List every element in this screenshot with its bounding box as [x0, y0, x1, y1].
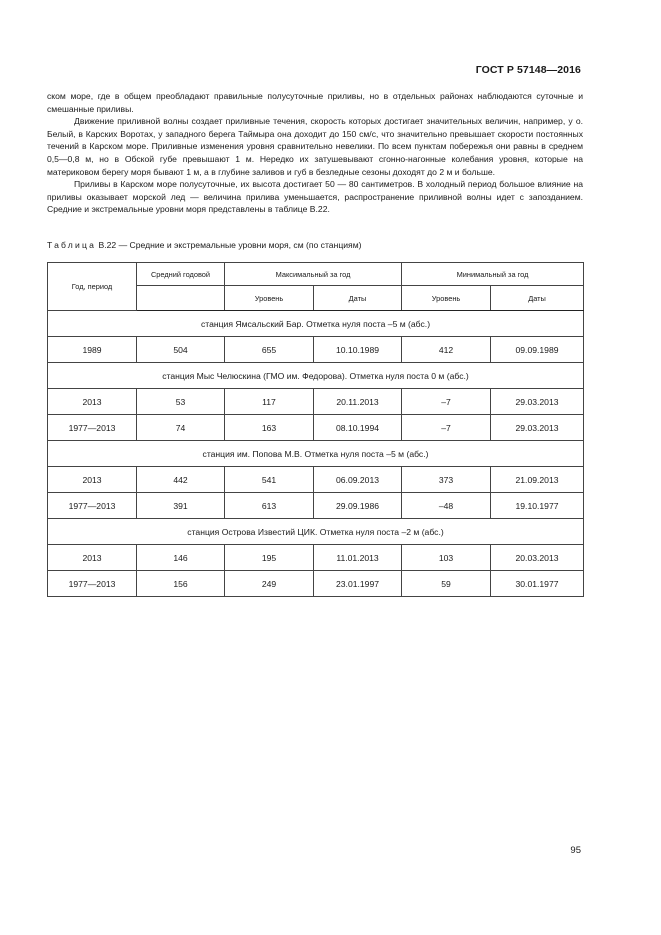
cell-mean: 146: [137, 545, 225, 571]
cell-period: 2013: [48, 545, 137, 571]
cell-max-level: 613: [225, 493, 314, 519]
cell-mean: 156: [137, 571, 225, 597]
header-max-dates: Даты: [314, 286, 402, 311]
cell-min-level: –7: [402, 389, 491, 415]
cell-mean: 53: [137, 389, 225, 415]
station-row: [48, 311, 584, 337]
table-caption-text: В.22 — Средние и экстремальные уровни моря, см (по станциям): [98, 240, 362, 250]
cell-mean: 442: [137, 467, 225, 493]
header-mean-sub: [137, 286, 225, 311]
cell-max-date: 20.11.2013: [314, 389, 402, 415]
page-number: 95: [570, 845, 581, 856]
table-row: [48, 493, 584, 519]
table-caption: [47, 240, 361, 250]
table-row: [48, 467, 584, 493]
cell-max-date: 06.09.2013: [314, 467, 402, 493]
cell-period: 1989: [48, 337, 137, 363]
cell-min-level: 412: [402, 337, 491, 363]
cell-period: 2013: [48, 389, 137, 415]
cell-period: 1977—2013: [48, 571, 137, 597]
station-name: станция Острова Известий ЦИК. Отметка нуля поста –2 м (абс.): [48, 519, 584, 545]
body-text: [47, 90, 583, 216]
cell-min-date: 30.01.1977: [491, 571, 584, 597]
paragraph: Движение приливной волны создает приливные течения, скорость которых достигает значительных величин, например, у о. Белый, в Карских Воротах, у западного берега Таймыра она доходит до 150 см/с, что значительно превышает скорости постоянных течений в Карском море. Приливные изменения уровня сравнительно невелики. По всем пунктам побережья они равны в среднем 0,5—0,8 м, но в Обской губе превышают 1 м. Нередко их затушевывают сгонно-нагонные колебания уровня, которые на материковом берегу моря бывают 1 м, а в глубине заливов и губ в безледные сезоны доходят до 2 м и больше.: [47, 116, 583, 177]
table-row: [48, 545, 584, 571]
cell-max-date: 23.01.1997: [314, 571, 402, 597]
cell-max-level: 249: [225, 571, 314, 597]
cell-min-date: 09.09.1989: [491, 337, 584, 363]
paragraph: ском море, где в общем преобладают правильные полусуточные приливы, но в отдельных районах наблюдаются суточные и смешанные приливы.: [47, 91, 583, 114]
table-row: [48, 415, 584, 441]
station-name: станция Мыс Челюскина (ГМО им. Федорова). Отметка нуля поста 0 м (абс.): [48, 363, 584, 389]
cell-mean: 391: [137, 493, 225, 519]
station-row: [48, 363, 584, 389]
cell-max-level: 541: [225, 467, 314, 493]
table-row: [48, 337, 584, 363]
cell-max-level: 195: [225, 545, 314, 571]
header-max: Максимальный за год: [225, 263, 402, 286]
station-name: станция им. Попова М.В. Отметка нуля поста –5 м (абс.): [48, 441, 584, 467]
cell-period: 2013: [48, 467, 137, 493]
cell-min-level: 103: [402, 545, 491, 571]
station-row: [48, 441, 584, 467]
table-row: [48, 389, 584, 415]
header-max-level: Уровень: [225, 286, 314, 311]
cell-min-date: 29.03.2013: [491, 389, 584, 415]
station-row: [48, 519, 584, 545]
header-mean: Средний годовой: [137, 263, 225, 286]
cell-max-date: 10.10.1989: [314, 337, 402, 363]
cell-max-level: 163: [225, 415, 314, 441]
cell-min-level: 373: [402, 467, 491, 493]
paragraph: Приливы в Карском море полусуточные, их высота достигает 50 — 80 сантиметров. В холодный период большое влияние на приливы оказывает морской лед — величина прилива уменьшается, распространение приливной волны идет с запозданием. Средние и экстремальные уровни моря представлены в таблице В.22.: [47, 179, 583, 215]
cell-min-date: 20.03.2013: [491, 545, 584, 571]
cell-min-date: 19.10.1977: [491, 493, 584, 519]
header-min-level: Уровень: [402, 286, 491, 311]
cell-max-level: 117: [225, 389, 314, 415]
cell-min-level: –7: [402, 415, 491, 441]
cell-max-date: 08.10.1994: [314, 415, 402, 441]
header-period: Год, период: [48, 263, 137, 311]
cell-mean: 504: [137, 337, 225, 363]
cell-min-date: 21.09.2013: [491, 467, 584, 493]
cell-max-date: 11.01.2013: [314, 545, 402, 571]
sea-level-table: [47, 262, 584, 597]
cell-period: 1977—2013: [48, 493, 137, 519]
cell-max-date: 29.09.1986: [314, 493, 402, 519]
header-min-dates: Даты: [491, 286, 584, 311]
station-name: станция Ямсальский Бар. Отметка нуля поста –5 м (абс.): [48, 311, 584, 337]
table-caption-label: Таблица: [47, 240, 97, 250]
table-body: [48, 311, 584, 597]
table-row: [48, 571, 584, 597]
cell-mean: 74: [137, 415, 225, 441]
cell-max-level: 655: [225, 337, 314, 363]
cell-min-date: 29.03.2013: [491, 415, 584, 441]
cell-min-level: –48: [402, 493, 491, 519]
cell-period: 1977—2013: [48, 415, 137, 441]
document-code: ГОСТ Р 57148—2016: [475, 64, 581, 76]
header-min: Минимальный за год: [402, 263, 584, 286]
cell-min-level: 59: [402, 571, 491, 597]
